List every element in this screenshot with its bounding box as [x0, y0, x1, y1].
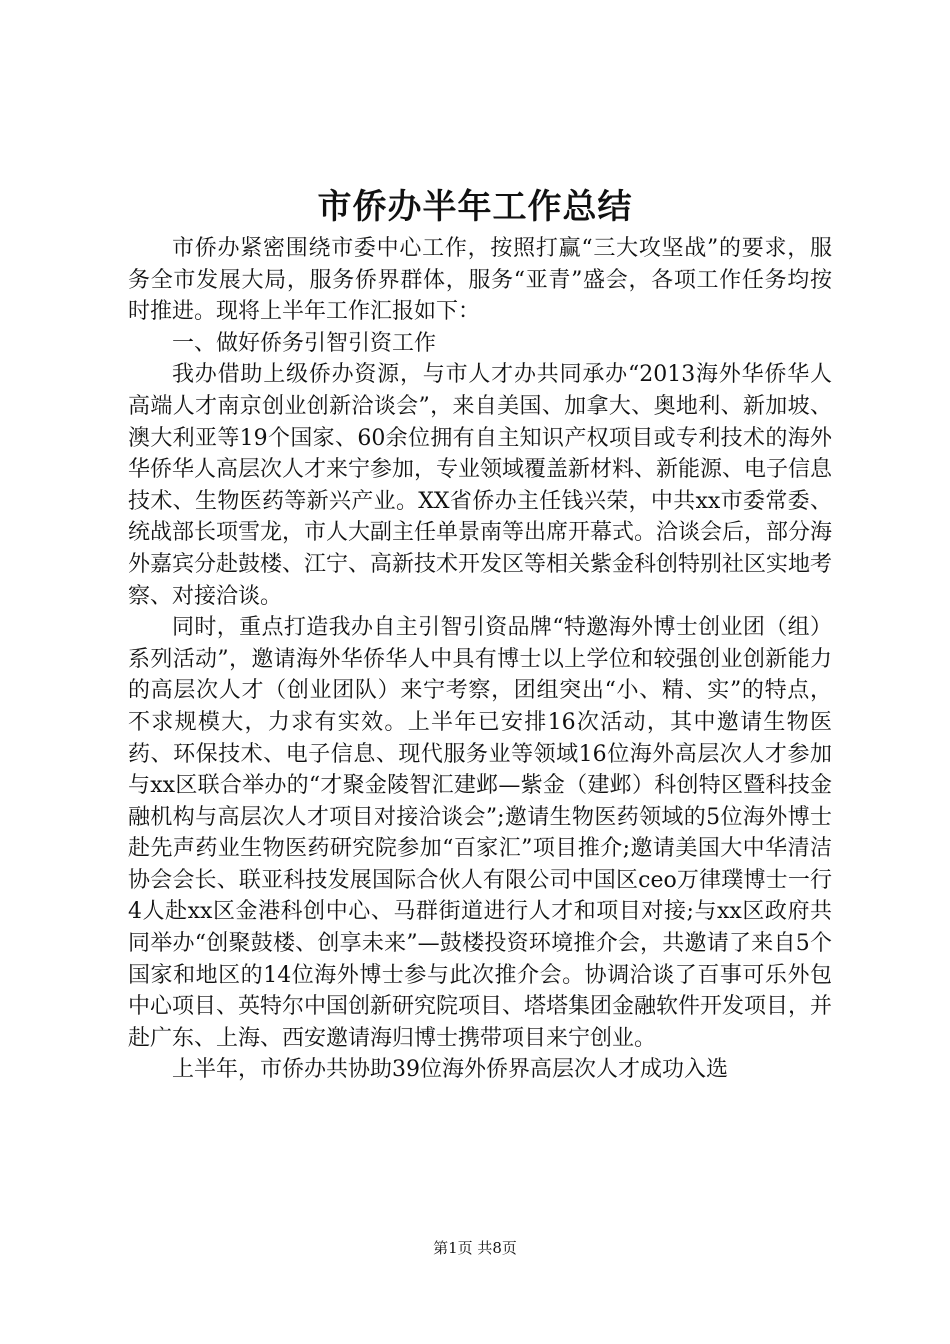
- paragraph-talent-selection: 上半年，市侨办共协助39位海外侨界高层次人才成功入选: [172, 1057, 728, 1083]
- document-title: 市侨办半年工作总结: [317, 187, 633, 227]
- paragraph-conference: 我办借助上级侨办资源，与市人才办共同承办“2013海外华侨华人高端人才南京创业创新洽谈会”，来自美国、加拿大、奥地利、新加坡、澳大利亚等19个国家、60余位拥有自主知识产权项目或专利技术的海外华侨华人高层次人才来宁参加，专业领域覆盖新材料、新能源、电子信息技术、生物医药等新兴产业。XX省侨办主任钱兴荣，中共xx市委常委、统战部长项雪龙，市人大副主任单景南等出席开幕式。洽谈会后，部分海外嘉宾分赴鼓楼、江宁、高新技术开发区等相关紫金科创特别社区实地考察、对接洽谈。: [128, 362, 833, 609]
- paragraph-doctor-groups: 同时，重点打造我办自主引智引资品牌“特邀海外博士创业团（组）系列活动”，邀请海外华侨华人中具有博士以上学位和较强创业创新能力的高层次人才（创业团队）来宁考察，团组突出“小、精、实”的特点，不求规模大，力求有实效。上半年已安排16次活动，其中邀请生物医药、环保技术、电子信息、现代服务业等领域16位海外高层次人才参加与xx区联合举办的“才聚金陵智汇建邺—紫金（建邺）科创特区暨科技金融机构与高层次人才项目对接洽谈会”;邀请生物医药领域的5位海外博士赴先声药业生物医药研究院参加“百家汇”项目推介;邀请美国大中华清洁协会会长、联亚科技发展国际合伙人有限公司中国区ceo万律璞博士一行4人赴xx区金港科创中心、马群街道进行人才和项目对接;与xx区政府共同举办“创聚鼓楼、创享未来”—鼓楼投资环境推介会，共邀请了来自5个国家和地区的14位海外博士参与此次推介会。协调洽谈了百事可乐外包中心项目、英特尔中国创新研究院项目、塔塔集团金融软件开发项目，并赴广东、上海、西安邀请海归博士携带项目来宁创业。: [128, 615, 833, 1051]
- section-heading: 一、做好侨务引智引资工作: [172, 330, 437, 356]
- paragraph-intro: 市侨办紧密围绕市委中心工作，按照打赢“三大攻坚战”的要求，服务全市发展大局，服务侨界群体，服务“亚青”盛会，各项工作任务均按时推进。现将上半年工作汇报如下：: [128, 236, 832, 325]
- document-body: [128, 233, 832, 1086]
- page-number-footer: 第1页 共8页: [433, 1239, 517, 1257]
